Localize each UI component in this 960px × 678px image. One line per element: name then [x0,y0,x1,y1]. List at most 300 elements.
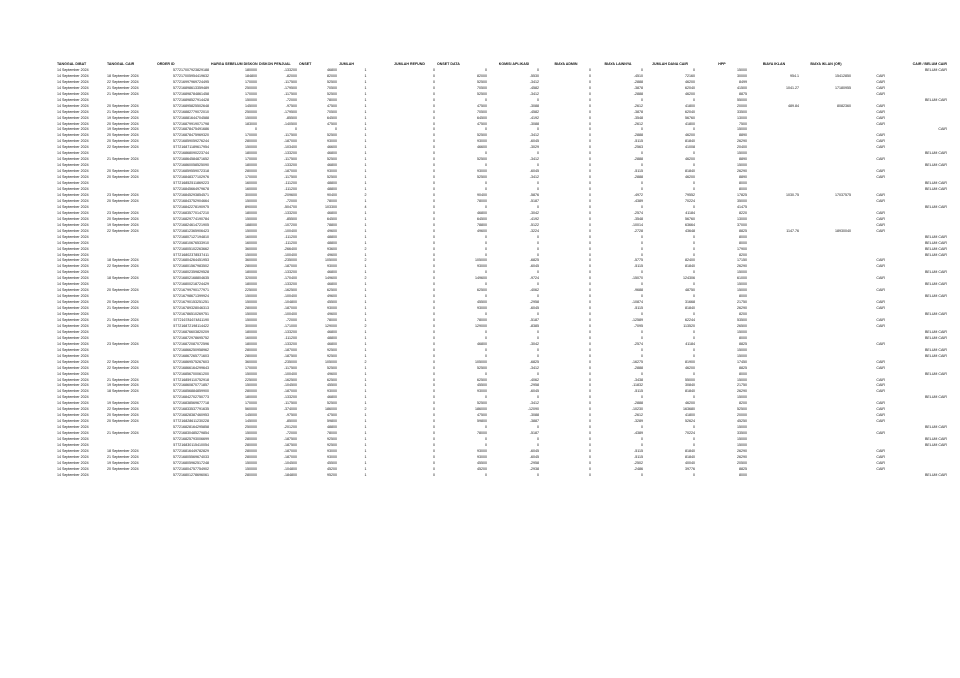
table-cell: 577216848377102976 [173,175,209,180]
table-cell: CAIR [876,413,885,418]
table-cell: 14 September 2024 [57,145,89,150]
table-cell: 19 September 2024 [107,115,139,120]
table-cell: 14 September 2024 [57,413,89,418]
table-cell: 41500 [737,85,747,90]
table-cell: -85500 [285,216,297,221]
table-cell: 0 [485,395,487,400]
table-cell: 21 September 2024 [107,454,139,459]
table-cell: 577216878475491686 [173,127,209,132]
table-cell: 0 [433,198,435,203]
table-cell: 13000 [737,216,747,221]
table-cell: 180000 [245,67,257,72]
column-header: HARGA SEBELUM DISKON [211,62,258,66]
table-cell: 22 September 2024 [107,79,139,84]
table-cell: 14 September 2024 [57,407,89,412]
table-cell: 180000 [245,270,257,275]
table-cell: 8499 [739,79,747,84]
table-cell: 577216830115410054 [173,443,209,447]
table-cell: 160000 [245,240,257,245]
table-cell: 93000 [477,454,487,459]
table-cell: 20 September 2024 [107,121,139,126]
table-cell: -117500 [284,157,297,162]
table-cell: -4192 [529,216,539,221]
table-cell: 14 September 2024 [57,216,89,221]
table-cell: 0 [589,246,591,251]
table-cell: 250000 [245,425,257,430]
table-cell: 2 [364,323,367,328]
table-cell: 0 [589,139,591,144]
table-cell: 0 [589,425,591,430]
table-cell: 20 September 2024 [107,288,139,293]
table-cell: 14 September 2024 [57,431,89,436]
table-cell: 489.84 [788,103,799,108]
table-cell: 145000 [245,419,257,424]
table-cell: -117500 [284,401,297,406]
table-cell: -266400 [283,246,297,251]
table-cell: 0 [641,312,643,317]
table-cell: -201200 [283,425,297,430]
table-cell: -10230 [631,407,643,412]
table-cell: 19 September 2024 [107,460,139,465]
table-cell: 1147.76 [786,228,799,233]
table-cell: 45500 [327,383,337,388]
table-cell: 20000 [737,413,747,418]
table-cell: -2612 [633,103,643,108]
table-cell: 41800 [685,413,695,418]
table-cell: 92500 [327,353,337,358]
table-cell: 17180955 [835,85,851,90]
table-cell: 0 [589,472,591,477]
column-header: KOMISI APLIKASI [498,62,530,66]
table-cell: -3548 [633,216,643,221]
table-cell: CAIR [876,109,885,114]
table-cell: 20000 [737,103,747,108]
table-cell: 0 [589,460,591,465]
table-cell: 56760 [685,216,695,221]
table-cell: 8000 [739,472,747,477]
table-cell: 577216898784861458 [173,91,209,96]
table-cell: 15000 [737,395,747,400]
table-cell: CAIR [876,91,885,96]
table-cell: 15000 [737,377,747,382]
table-cell: 78000 [327,431,337,436]
table-cell: 20 September 2024 [107,323,139,328]
table-cell: CAIR [876,276,885,281]
table-cell: -82000 [285,73,297,78]
table-cell: 14 September 2024 [57,448,89,453]
table-cell: -504700 [283,204,297,209]
table-cell: 8825 [739,228,747,233]
column-header: ONSET [299,62,312,66]
table-cell: 93000 [477,139,487,144]
table-cell: 1 [364,169,367,174]
table-cell: 1 [364,85,367,90]
table-cell: 0 [433,300,435,305]
table-cell: -6825 [529,258,539,263]
table-cell: 45500 [327,300,337,305]
table-cell: CAIR [876,365,885,370]
table-cell: -187500 [283,443,297,447]
table-cell: 0 [589,353,591,358]
table-cell: BELUM CAIR [925,67,947,72]
table-cell: 0 [589,175,591,180]
table-cell: 70500 [327,109,337,114]
table-cell: -6045 [529,306,539,311]
table-cell: 0 [641,204,643,209]
table-cell: 14 September 2024 [57,270,89,275]
table-cell: 0 [589,407,591,412]
table-cell: 577216898613359489 [173,85,209,90]
table-cell: -3412 [529,79,539,84]
table-cell: 0 [589,359,591,364]
table-cell: 49600 [327,371,337,376]
table-cell: 280000 [245,264,257,269]
table-cell: -2502 [633,460,643,465]
table-cell: -5115 [634,389,643,394]
table-cell: 20 September 2024 [107,139,139,144]
table-cell: -100400 [283,312,297,317]
table-cell: 0 [485,472,487,477]
table-cell: 360000 [245,258,257,263]
table-cell: 577216859110752918 [173,377,209,382]
table-cell: 39776 [685,466,695,471]
table-cell: 21 September 2024 [107,377,139,382]
table-cell: 14 September 2024 [57,79,89,84]
table-cell: 577216879919071798 [173,121,209,126]
table-cell: 0 [589,395,591,400]
table-cell: 52624 [685,419,695,424]
table-cell: 18 September 2024 [107,448,139,453]
table-cell: 0 [537,425,539,430]
table-cell: -2728 [633,228,643,233]
table-cell: 577216882779072010 [173,109,209,114]
table-cell: -5115 [634,448,643,453]
table-cell: BELUM CAIR [925,97,947,102]
table-cell: CAIR [876,228,885,233]
table-cell: 82000 [327,73,337,78]
column-header: TANGGAL DIBAT [57,62,87,66]
table-cell: 170000 [245,157,257,162]
table-cell: 52500 [477,79,487,84]
table-cell: 1 [364,139,367,144]
table-cell: 64500 [327,216,337,221]
table-cell: 1 [364,157,367,162]
table-cell: 0 [433,67,435,72]
table-cell: 0 [433,401,435,406]
table-cell: 577217007923829188 [173,67,209,72]
table-cell: 93600 [327,246,337,251]
table-cell: -187000 [283,454,297,459]
table-cell: 14 September 2024 [57,377,89,382]
table-cell: CAIR [876,121,885,126]
table-cell: 0 [433,425,435,430]
table-cell: -187000 [283,169,297,174]
table-cell: 14 September 2024 [57,425,89,430]
table-cell: 33500 [737,109,747,114]
table-cell: 48800 [327,181,337,186]
table-cell: -117500 [284,175,297,180]
table-cell: 1 [364,365,367,370]
table-cell: -5115 [634,264,643,269]
table-cell: 0 [641,246,643,251]
table-cell: 577216801567983502 [173,264,209,269]
table-cell: -6045 [529,139,539,144]
table-cell: -10014 [631,222,643,227]
table-cell: 14 September 2024 [57,163,89,168]
table-cell: CAIR [938,127,947,132]
table-cell: 163680 [683,407,695,412]
table-cell: -9724 [529,276,539,281]
table-cell: 14 September 2024 [57,210,89,215]
table-cell: 1 [364,389,367,394]
table-cell: 0 [641,252,643,257]
table-cell: 0 [433,109,435,114]
table-cell: 577216898527914428 [173,97,209,102]
table-cell: -12090 [527,407,539,412]
table-cell: BELUM CAIR [925,181,947,186]
table-cell: 14 September 2024 [57,365,89,370]
table-cell: 0 [485,425,487,430]
table-cell: 280000 [245,169,257,174]
table-cell: 1 [364,413,367,418]
table-cell: 105000 [475,359,487,364]
table-cell: 183000 [245,121,257,126]
column-header: DISKON PENJUAL [259,62,291,66]
table-cell: 105000 [325,258,337,263]
table-cell: 20 September 2024 [107,198,139,203]
table-cell: CAIR [876,431,885,436]
table-cell: 0 [589,306,591,311]
table-cell: 360000 [245,359,257,364]
table-cell: 160000 [245,335,257,340]
table-cell: -4192 [529,115,539,120]
table-cell: 0 [537,151,539,156]
table-cell: 0 [589,240,591,245]
table-cell: 1 [364,234,367,239]
table-cell: -2612 [633,121,643,126]
table-cell: 62040 [685,85,695,90]
table-cell: BELUM CAIR [925,187,947,192]
table-cell: 280000 [245,353,257,358]
table-cell: 0 [589,329,591,334]
table-cell: 0 [693,353,695,358]
table-cell: 46200 [685,175,695,180]
table-cell: 52500 [327,133,337,138]
table-cell: 1 [364,377,367,382]
table-cell: 577216845293854571 [173,192,209,197]
table-cell: 14 September 2024 [57,312,89,317]
table-cell: 0 [433,454,435,459]
table-cell: 14 September 2024 [57,383,89,388]
table-cell: -133200 [283,282,297,287]
table-cell: CAIR [876,198,885,203]
table-cell: 18930040 [835,228,851,233]
table-cell: 1 [364,443,367,447]
table-cell: 577216812365906423 [173,228,209,233]
table-cell: -2888 [633,157,643,162]
table-cell: 0 [433,460,435,465]
table-cell: -5876 [529,192,539,197]
table-cell: -4510 [633,73,643,78]
table-cell: 0 [537,97,539,102]
table-cell: 90400 [477,192,487,197]
table-cell: 0 [589,294,591,299]
table-cell: 1 [364,353,367,358]
table-cell: CAIR [876,258,885,263]
table-cell: 26290 [737,389,747,394]
table-cell: 0 [589,127,591,132]
table-cell: 92500 [327,443,337,447]
table-cell: 129000 [475,323,487,328]
table-cell: -111200 [284,181,297,186]
table-cell: CAIR [876,210,885,215]
table-cell: 0 [433,234,435,239]
table-cell: 225000 [245,288,257,293]
table-cell: 0 [485,187,487,192]
table-cell: CAIR [876,288,885,293]
table-cell: 61000 [737,276,747,281]
table-cell: -16275 [631,359,643,364]
table-cell: 8200 [739,252,747,257]
table-cell: -5187 [529,431,539,436]
table-cell: 14 September 2024 [57,85,89,90]
table-cell: -2888 [633,175,643,180]
table-cell: -100400 [283,228,297,233]
table-cell: -72000 [285,431,297,436]
table-cell: 0 [433,317,435,322]
table-cell: 0 [433,419,435,424]
table-cell: 8825 [739,365,747,370]
table-cell: -2574 [633,341,643,346]
table-cell: 8000 [739,371,747,376]
table-cell: 46800 [327,341,337,346]
table-cell: 0 [433,115,435,120]
table-cell: 577216997969724495 [173,79,209,84]
table-cell: -100400 [283,294,297,299]
table-cell: -3088 [529,103,539,108]
table-cell: CAIR [876,169,885,174]
table-cell: 46600 [477,145,487,150]
table-cell: -235000 [283,359,297,364]
table-cell: 37000 [737,222,747,227]
table-cell: 1 [364,401,367,406]
table-cell: 0 [537,181,539,186]
table-cell: -3412 [529,175,539,180]
table-cell: 15000 [737,288,747,293]
table-cell: 577216866250958962 [173,347,209,352]
table-cell: 46800 [477,341,487,346]
table-cell: 14 September 2024 [57,228,89,233]
table-cell: 150000 [245,198,257,203]
table-cell: 0 [641,187,643,192]
table-cell: 21750 [737,383,747,388]
table-cell: 92500 [327,437,337,442]
table-cell: 577216860870771857 [173,383,209,388]
table-cell: 22 September 2024 [107,359,139,364]
table-cell: 0 [433,246,435,251]
table-cell: 1 [364,109,367,114]
table-cell: 62040 [685,109,695,114]
table-cell: -3412 [529,365,539,370]
table-cell: -187000 [283,264,297,269]
table-cell: 280000 [245,448,257,453]
table-cell: 0 [641,425,643,430]
table-cell: 78000 [477,198,487,203]
table-cell: 1 [364,216,367,221]
table-cell: 577216798671399924 [173,294,209,299]
table-cell: 0 [537,67,539,72]
table-cell: 577216833537791635 [173,407,209,412]
table-cell: 103300 [325,204,337,209]
table-cell: 78800 [327,222,337,227]
table-cell: 14 September 2024 [57,246,89,251]
table-cell: 8875 [739,91,747,96]
table-cell: 14 September 2024 [57,127,89,132]
table-cell: 8825 [739,341,747,346]
table-cell: 170000 [245,401,257,406]
table-cell: -100400 [283,252,297,257]
table-cell: 17900 [737,246,747,251]
table-cell: CAIR [876,133,885,138]
table-cell: 0 [537,312,539,317]
table-cell: -187000 [283,347,297,352]
table-cell: 0 [485,270,487,275]
table-cell: 15000 [737,151,747,156]
table-cell: 0 [433,312,435,317]
table-cell: 14 September 2024 [57,294,89,299]
table-cell: 26290 [737,306,747,311]
table-cell: CAIR [876,264,885,269]
table-cell: 577216805962517248 [173,460,209,465]
table-cell: 59800 [477,419,487,424]
table-cell: -2958 [529,383,539,388]
table-cell: 1 [364,91,367,96]
table-cell: 1 [364,115,367,120]
table-cell: -111200 [284,234,297,239]
table-cell: -374000 [283,407,297,412]
table-cell: 14 September 2024 [57,341,89,346]
table-cell: 0 [589,222,591,227]
table-cell: 1 [364,288,367,293]
table-cell: 14 September 2024 [57,306,89,311]
table-cell: 577216816449782829 [173,448,209,453]
table-cell: 0 [693,347,695,352]
table-cell: -3289 [633,419,643,424]
table-cell: 0 [589,365,591,370]
table-cell: CAIR [876,401,885,406]
table-cell: 0 [589,270,591,275]
table-cell: 124306 [683,276,695,281]
table-cell: -187000 [283,306,297,311]
table-cell: 14 September 2024 [57,466,89,471]
table-cell: 1 [364,228,367,233]
table-cell: 1 [364,133,367,138]
table-cell: 8000 [739,294,747,299]
table-cell: 0 [589,347,591,352]
table-cell: 21 September 2024 [107,109,139,114]
table-cell: 0 [485,252,487,257]
table-cell: 0 [537,472,539,477]
table-cell: BELUM CAIR [925,335,947,340]
table-cell: 48800 [327,234,337,239]
table-cell: 0 [589,163,591,168]
table-cell: 0 [485,234,487,239]
table-cell: 0 [589,288,591,293]
table-cell: 0 [537,329,539,334]
table-cell: 81840 [685,169,695,174]
table-cell: -5187 [529,198,539,203]
table-cell: 15000 [737,437,747,442]
